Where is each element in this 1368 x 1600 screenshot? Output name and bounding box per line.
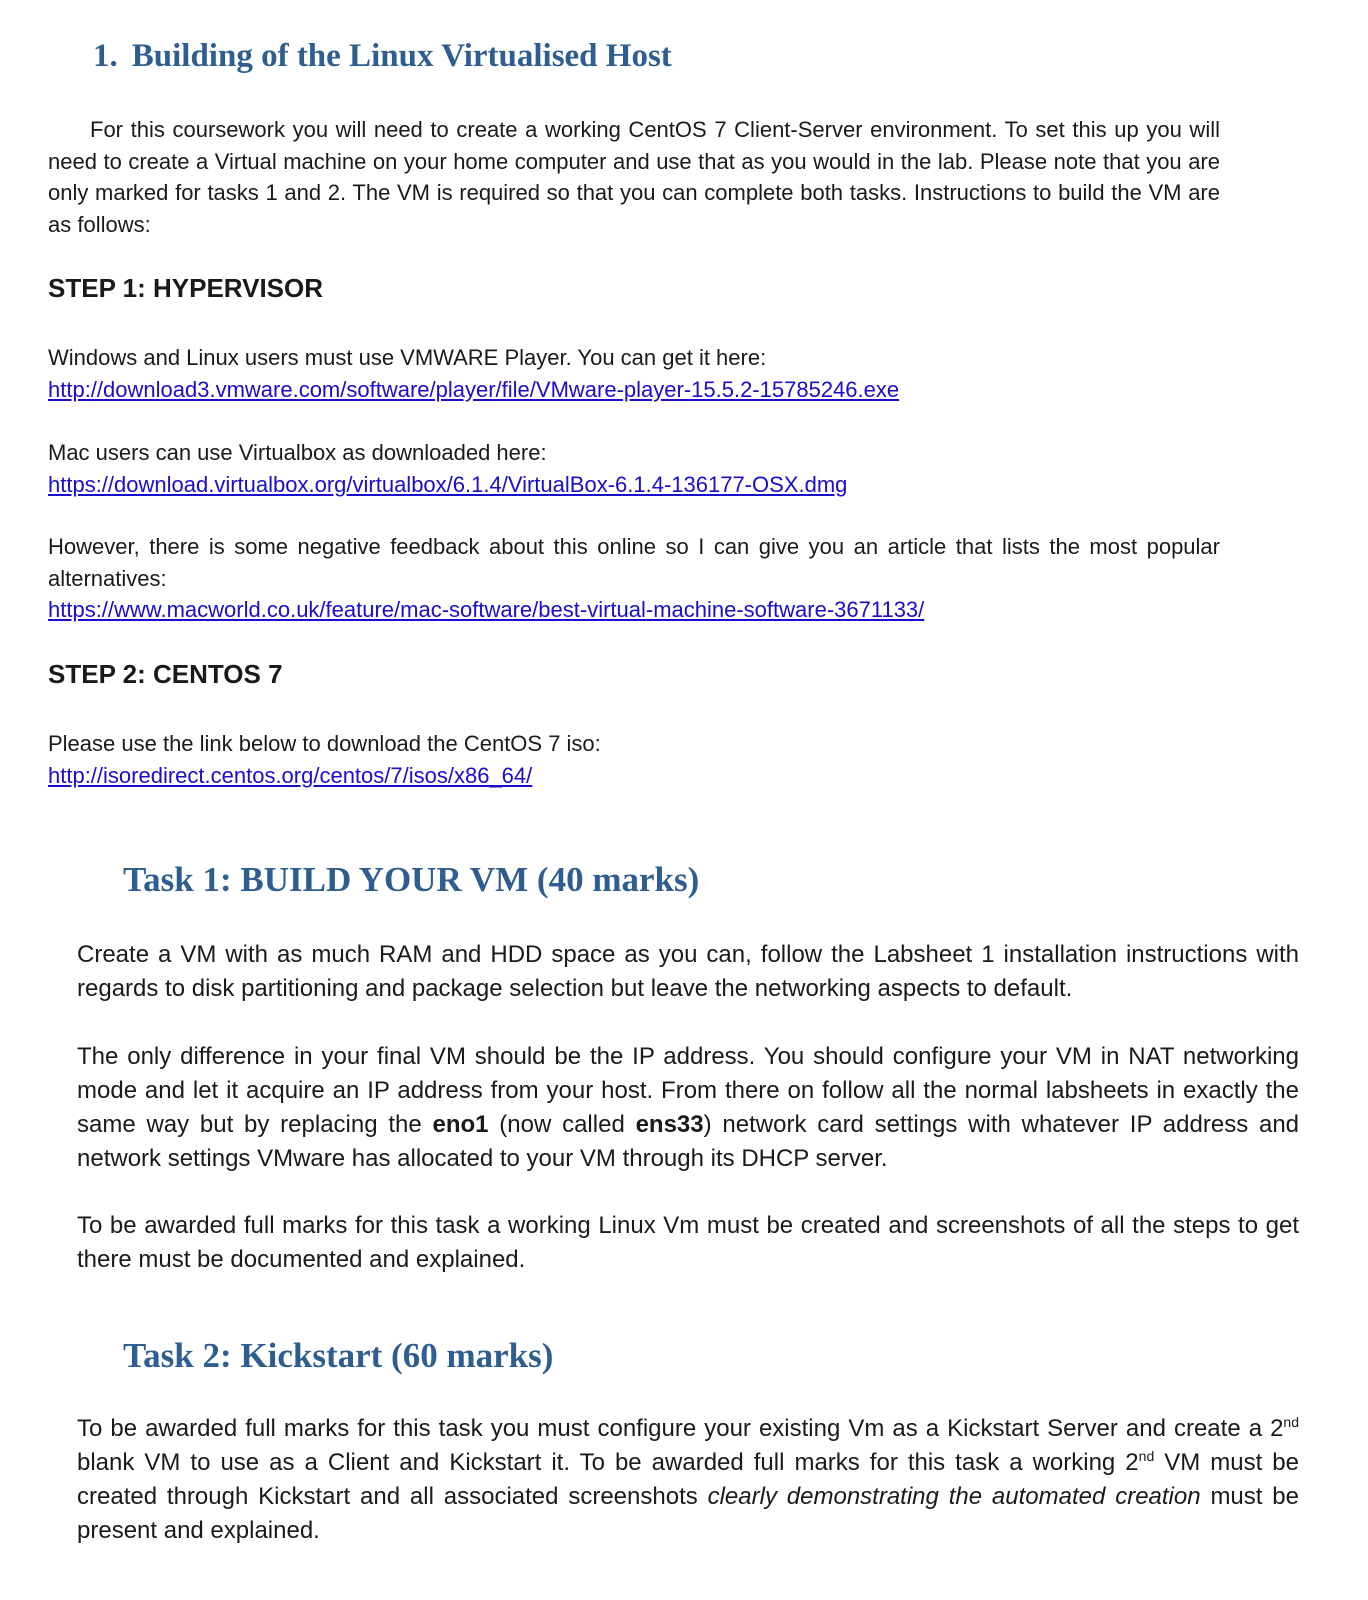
step1-heading: STEP 1: HYPERVISOR: [48, 273, 324, 303]
task2-paragraph: [77, 1412, 1299, 1548]
task1-paragraph-1: Create a VM with as much RAM and HDD space as you can, follow the Labsheet 1 installation instructions with regards to disk partitioning and package selection but leave the networking aspects to default.: [77, 941, 1299, 1002]
centos-iso-link[interactable]: http://isoredirect.centos.org/centos/7/isos/x86_64/: [48, 762, 533, 788]
vmware-download-link[interactable]: http://download3.vmware.com/software/player/file/VMware-player-15.5.2-15785246.exe: [48, 376, 900, 402]
alternatives-paragraph: [48, 531, 1220, 626]
task1-paragraph-3: To be awarded full marks for this task a working Linux Vm must be created and screenshots of all the steps to get there must be documented and explained.: [77, 1212, 1299, 1273]
centos-text: Please use the link below to download the CentOS 7 iso:: [48, 731, 601, 756]
task1-p2-text-d: ) network card settings with whatever IP address and network settings VMware has allocated to your VM through its DHCP server.: [77, 1111, 1300, 1172]
task1-p2-text-a: The only difference in your final VM should be the IP address. You should configure your VM in NAT networking mode and let it acquire an IP address from your host. From there on follow all the normal labsheets in exactly the same way but by replacing the: [77, 1043, 1299, 1138]
windows-text: Windows and Linux users must use VMWARE Player. You can get it here:: [48, 345, 767, 370]
alternatives-article-link[interactable]: https://www.macworld.co.uk/feature/mac-software/best-virtual-machine-software-3671133/: [48, 597, 925, 622]
eno1-label: eno1: [432, 1111, 489, 1138]
task2-text-a: To be awarded full marks for this task you must configure your existing Vm as a Kickstart Server and create a 2: [77, 1415, 1284, 1442]
mac-paragraph: [48, 437, 1220, 500]
ordinal-suffix-2: nd: [1138, 1448, 1155, 1464]
intro-paragraph: For this coursework you will need to create a working CentOS 7 Client-Server environment. To set this up you will need to create a Virtual machine on your home computer and use that as you would in the lab. Please note that you are only marked for tasks 1 and 2. The VM is required so that you can complete both tasks. Instructions to build the VM are as follows:: [48, 117, 1220, 237]
task2-text-b: blank VM to use as a Client and Kickstart it. To be awarded full marks for this task a working 2: [77, 1449, 1139, 1476]
alternatives-text: However, there is some negative feedback about this online so I can give you an article that lists the most popular alternatives:: [48, 534, 1220, 591]
step2-heading: STEP 2: CENTOS 7: [48, 659, 283, 689]
mac-text: Mac users can use Virtualbox as downloaded here:: [48, 440, 547, 465]
ordinal-suffix-1: nd: [1283, 1414, 1299, 1430]
virtualbox-download-link[interactable]: https://download.virtualbox.org/virtualbox/6.1.4/VirtualBox-6.1.4-136177-OSX.dmg: [48, 471, 848, 497]
section-number: 1.: [93, 38, 118, 74]
task1-paragraph-2: [77, 1040, 1299, 1176]
centos-paragraph: [48, 728, 1220, 791]
windows-paragraph: [48, 342, 1220, 405]
ens33-label: ens33: [635, 1111, 704, 1138]
task2-text-c: VM must be created through Kickstart and all associated screenshots: [77, 1449, 1299, 1510]
task2-heading: Task 2: Kickstart (60 marks): [123, 1336, 554, 1375]
task2-italic-text: clearly demonstrating the automated creation: [707, 1483, 1201, 1510]
task1-p2-text-c: (now called: [488, 1111, 636, 1138]
section-title: Building of the Linux Virtualised Host: [131, 38, 672, 74]
task2-text-d: must be present and explained.: [77, 1483, 1299, 1544]
task1-heading: Task 1: BUILD YOUR VM (40 marks): [123, 860, 700, 899]
section-heading: [93, 38, 672, 75]
